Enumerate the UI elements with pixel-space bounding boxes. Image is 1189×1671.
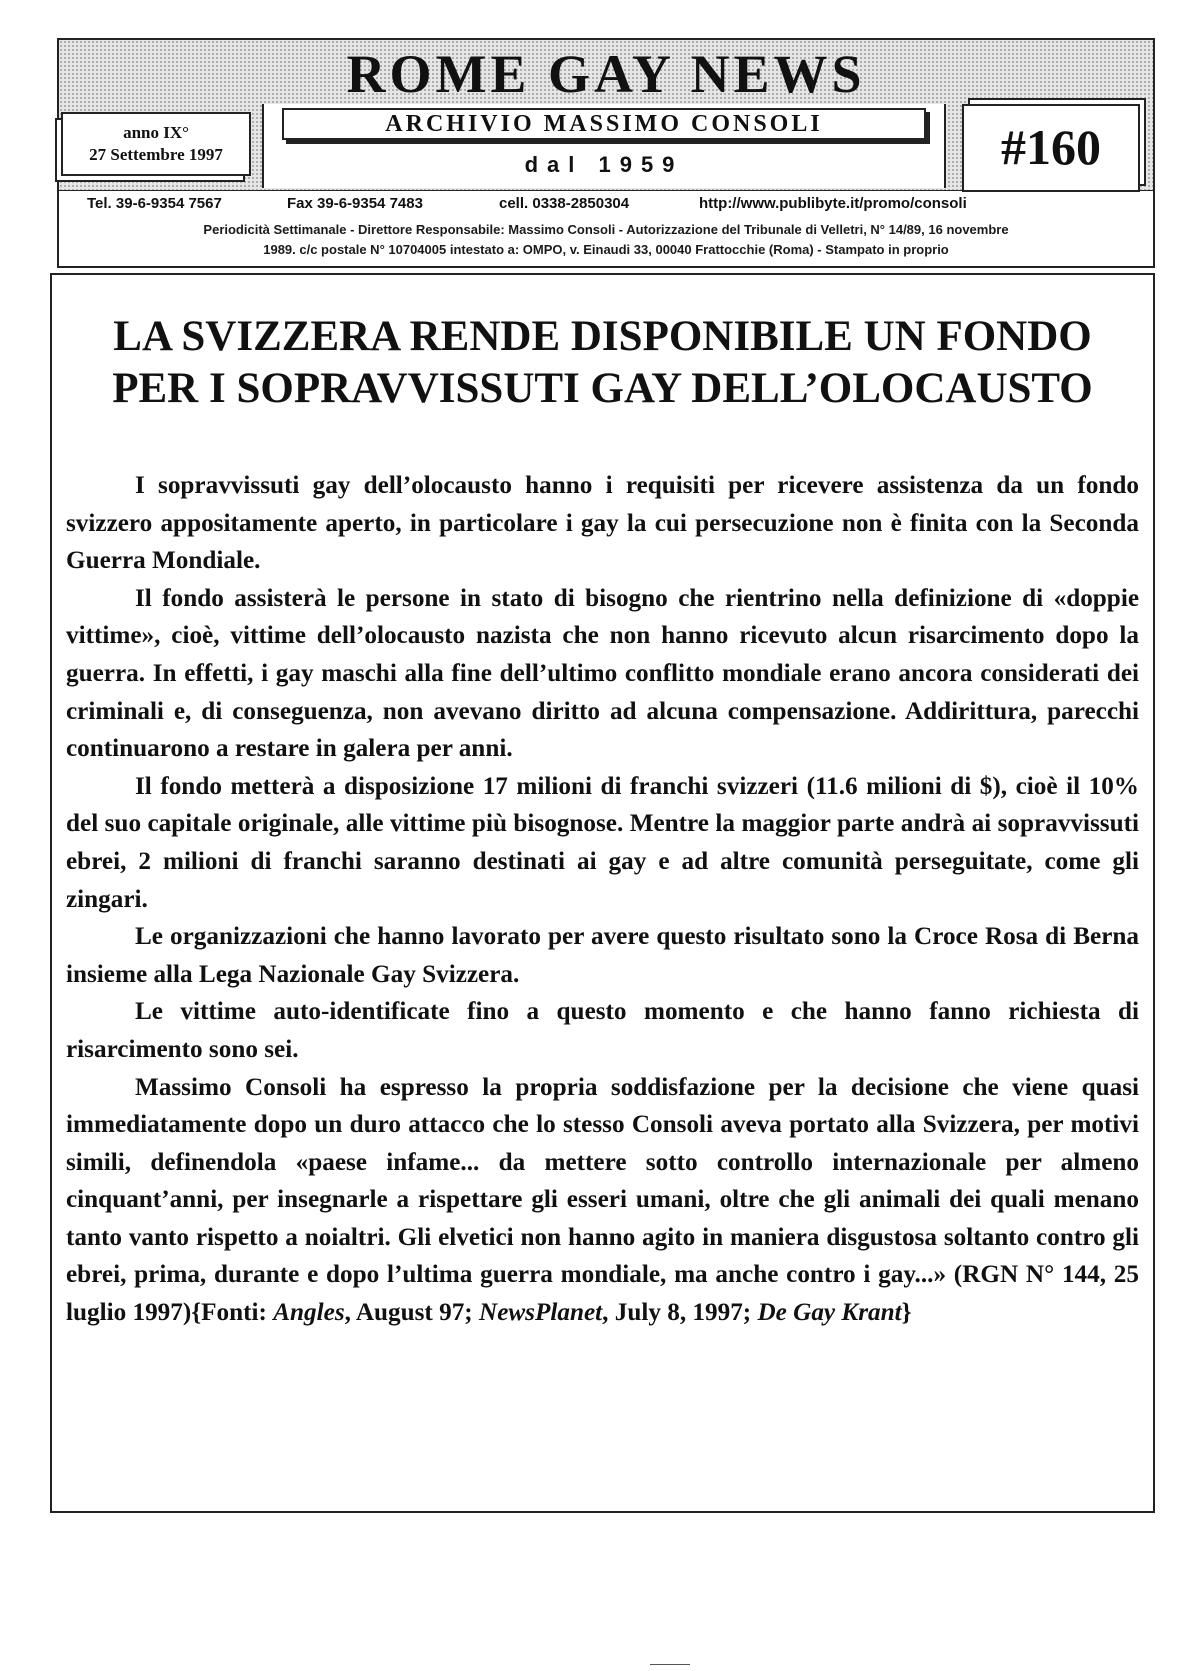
legal-line-2: 1989. c/c postale N° 10704005 intestato a: OMPO, v. Einaudi 33, 00040 Frattocchie (Roma) - Stampato in proprio — [263, 242, 949, 257]
paragraph: I sopravvissuti gay dell’olocausto hanno i requisiti per ricevere assistenza da un fondo svizzero appositamente aperto, in particolare i gay la cui persecuzione non è finita con la Seconda Guerra Mondiale. — [66, 472, 1139, 575]
founded-since: dal 1959 — [524, 152, 684, 177]
source-angles: Angles — [273, 1299, 345, 1327]
page-footer-mark — [650, 1664, 690, 1665]
legal-notice — [59, 220, 1153, 260]
paragraph: Le organizzazioni che hanno lavorato per avere questo risultato sono la Croce Rosa di Berna insieme alla Lega Nazionale Gay Svizzera. — [66, 923, 1139, 988]
issue-date: 27 Settembre 1997 — [89, 145, 223, 164]
paragraph-sources — [66, 1069, 1139, 1332]
archive-box — [262, 104, 946, 188]
newspaper-title: ROME GAY NEWS — [346, 44, 866, 104]
source-de-gay-krant: De Gay Krant — [757, 1299, 902, 1327]
article-body — [66, 467, 1139, 1332]
cell-phone: cell. 0338-2850304 — [499, 195, 630, 212]
legal-line-1: Periodicità Settimanale - Direttore Responsabile: Massimo Consoli - Autorizzazione del Tribunale di Velletri, N° 14/89, 16 novembre — [203, 222, 1009, 237]
website-link[interactable]: http://www.publibyte.it/promo/consoli — [699, 195, 967, 212]
issue-number: #160 — [962, 104, 1140, 192]
headline-line-1: LA SVIZZERA RENDE DISPONIBILE UN FONDO — [113, 313, 1092, 360]
paragraph: Il fondo assisterà le persone in stato di bisogno che rientrino nella definizione di «doppie vittime», cioè, vittime dell’olocausto nazista che non hanno ricevuto alcun risarcimento dopo la guerra. In effetti, i gay maschi alla fine dell’ultimo conflitto mondiale erano ancora considerati dei criminali e, di conseguenza, non avevano diritto ad alcuna compensazione. Addirittura, parecchi continuarono a restare in galera per anni. — [66, 584, 1139, 763]
paragraph-text: Massimo Consoli ha espresso la propria soddisfazione per la decisione che viene quasi immediatamente dopo un duro attacco che lo stesso Consoli aveva portato alla Svizzera, per motivi simili, definendola «paese infame... da mettere sotto controllo internazionale per almeno cinquant’anni, per insegnarle a rispettare gli esseri umani, oltre che gli animali dei quali menano tanto vanto rispetto a noialtri. Gli elvetici non hanno agito in maniera disgustosa soltanto contro gli ebrei, prima, durante e dopo l’ultima guerra mondiale, ma anche contro i gay...» (RGN N° 144, 25 luglio 1997){Fonti: — [66, 1073, 1139, 1327]
source-newsplanet-date: , July 8, 1997; — [602, 1299, 758, 1327]
paragraph: Le vittime auto-identificate fino a questo momento e che hanno fanno richiesta di risarcimento sono sei. — [66, 998, 1139, 1063]
article — [50, 273, 1155, 1513]
source-newsplanet: NewsPlanet — [479, 1299, 603, 1327]
source-angles-date: , August 97; — [344, 1299, 479, 1327]
headline-line-2: PER I SOPRAVVISSUTI GAY DELL’OLOCAUSTO — [112, 365, 1093, 412]
archive-name: ARCHIVIO MASSIMO CONSOLI — [282, 108, 926, 140]
volume-label: anno IX° — [123, 123, 189, 142]
sources-closing-brace: } — [901, 1299, 912, 1327]
issue-date-box — [61, 112, 251, 176]
masthead — [57, 38, 1155, 268]
contact-row — [59, 192, 1153, 216]
paragraph: Il fondo metterà a disposizione 17 milioni di franchi svizzeri (11.6 milioni di $), cioè il 10% del suo capitale originale, alle vittime più bisognose. Mentre la maggior parte andrà ai sopravvissuti ebrei, 2 milioni di franchi saranno destinati ai gay e ad altre comunità perseguitate, come gli zingari. — [66, 772, 1139, 913]
fax: Fax 39-6-9354 7483 — [287, 195, 423, 212]
article-headline — [72, 311, 1133, 415]
telephone: Tel. 39-6-9354 7567 — [87, 195, 222, 212]
